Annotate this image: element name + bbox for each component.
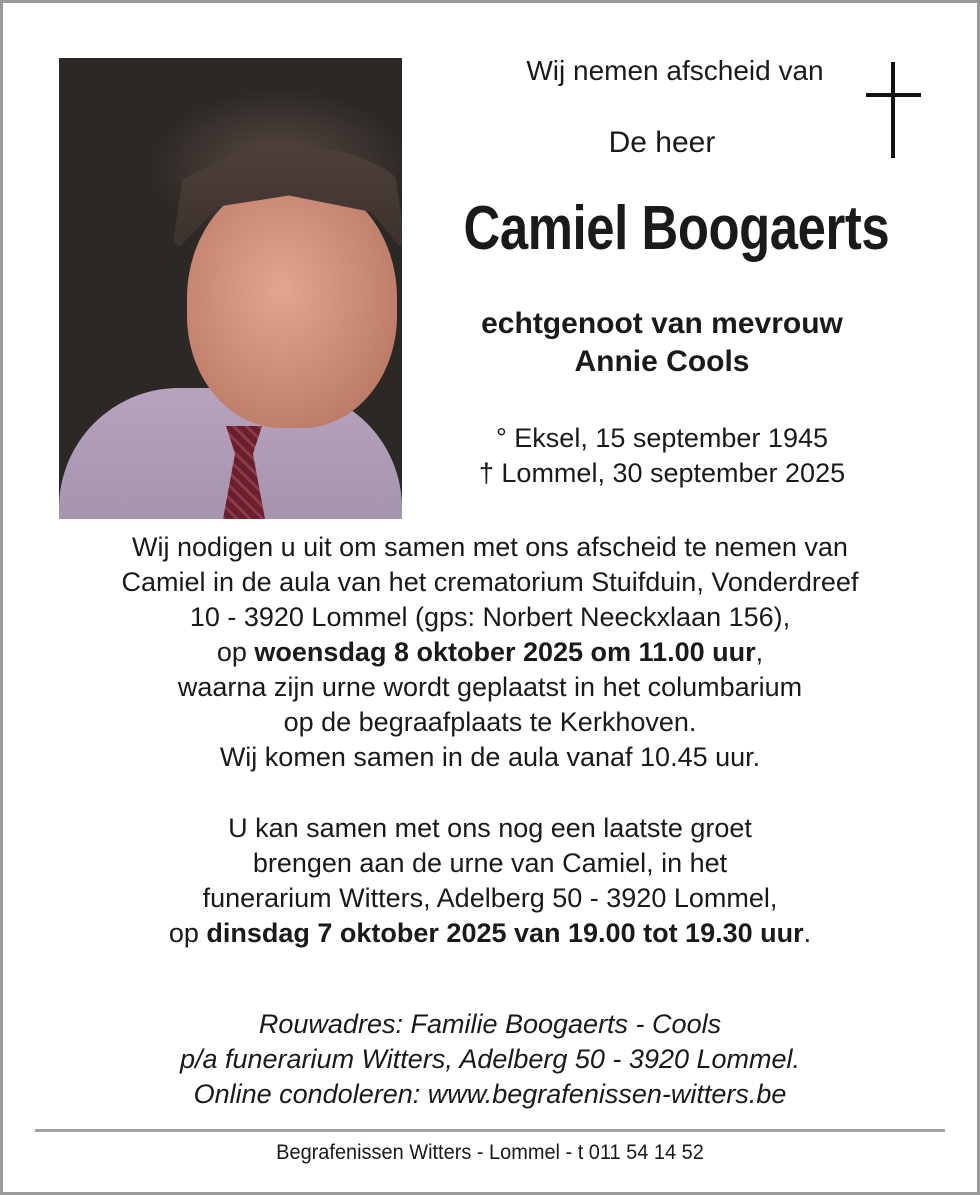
divider: [35, 1129, 945, 1132]
ceremony-date-prefix: op: [216, 637, 255, 667]
visitation-block: [30, 811, 950, 951]
ceremony-date-suffix: ,: [755, 637, 764, 667]
ceremony-line: Camiel in de aula van het crematorium Stuifduin, Vonderdreef: [121, 567, 859, 597]
death-line: † Lommel, 30 september 2025: [478, 458, 846, 488]
portrait-photo: [59, 58, 402, 519]
ceremony-date-line: [30, 635, 950, 670]
cross-icon-bar: [866, 93, 921, 97]
ceremony-line: 10 - 3920 Lommel (gps: Norbert Neeckxlaan 156),: [189, 602, 791, 632]
visitation-date-suffix: .: [803, 918, 812, 948]
contact-line: Rouwadres: Familie Boogaerts - Cools: [258, 1009, 722, 1039]
footer-text: Begrafenissen Witters - Lommel - t 011 54 14 52: [276, 1141, 704, 1164]
contact-line: p/a funerarium Witters, Adelberg 50 - 3920 Lommel.: [179, 1044, 801, 1074]
spouse-line-2: Annie Cools: [574, 345, 750, 378]
ceremony-line: op de begraafplaats te Kerkhoven.: [283, 707, 697, 737]
visitation-line: brengen aan de urne van Camiel, in het: [252, 848, 728, 878]
visitation-date: dinsdag 7 oktober 2025 van 19.00 tot 19.30 uur: [206, 918, 804, 948]
birth-line: ° Eksel, 15 september 1945: [496, 423, 828, 453]
ceremony-line: Wij komen samen in de aula vanaf 10.45 uur.: [219, 742, 761, 772]
visitation-line: U kan samen met ons nog een laatste groet: [228, 813, 752, 843]
ceremony-line: Wij nodigen u uit om samen met ons afscheid te nemen van: [132, 532, 848, 562]
visitation-date-line: [30, 916, 950, 951]
title-text: De heer: [608, 126, 716, 159]
ceremony-block: [30, 530, 950, 775]
contact-block: [30, 1007, 950, 1112]
visitation-line: funerarium Witters, Adelberg 50 - 3920 Lommel,: [202, 883, 778, 913]
visitation-date-prefix: op: [168, 918, 207, 948]
deceased-name: Camiel Boogaerts: [463, 194, 890, 263]
intro-text: Wij nemen afscheid van: [526, 55, 824, 86]
ceremony-date: woensdag 8 oktober 2025 om 11.00 uur: [254, 637, 756, 667]
contact-website-line: Online condoleren: www.begrafenissen-witters.be: [193, 1079, 787, 1109]
photo-face: [187, 178, 397, 428]
spouse-line-1: echtgenoot van mevrouw: [481, 307, 843, 340]
ceremony-line: waarna zijn urne wordt geplaatst in het columbarium: [177, 672, 803, 702]
